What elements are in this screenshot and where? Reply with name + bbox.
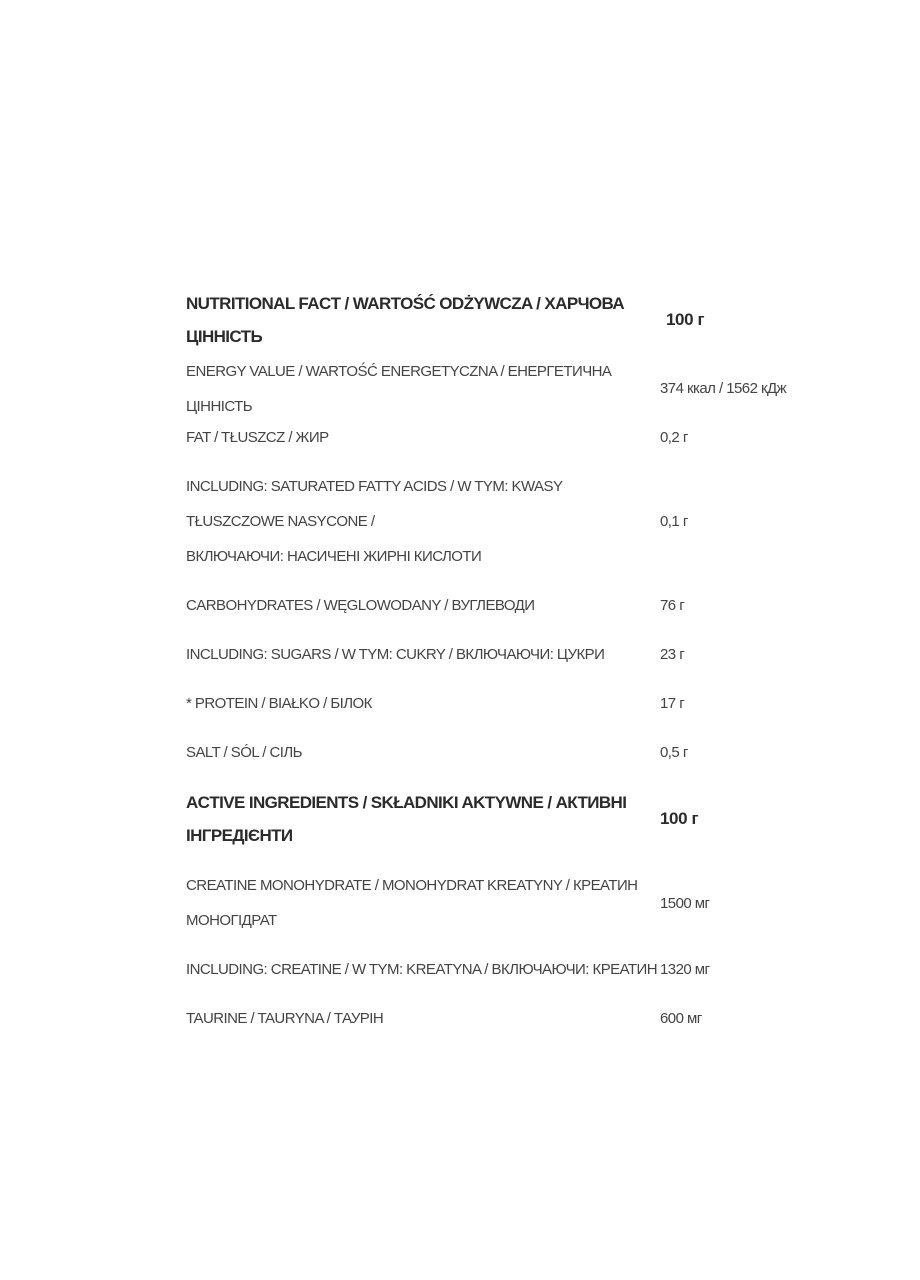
row-label: FAT / TŁUSZCZ / ЖИР: [186, 429, 329, 446]
row-value: 0,2 г: [660, 429, 688, 446]
table-row: [186, 861, 826, 945]
row-label-line: INCLUDING: SATURATED FATTY ACIDS / W TYM: KWASY TŁUSZCZOWE NASYCONE /: [186, 478, 563, 530]
row-value: 1500 мг: [660, 894, 710, 912]
table-row: [186, 945, 826, 994]
row-value: 17 г: [660, 695, 685, 712]
row-label: * PROTEIN / BIAŁKO / БІЛОК: [186, 695, 372, 712]
row-label: CARBOHYDRATES / WĘGLOWODANY / ВУГЛЕВОДИ: [186, 597, 535, 614]
row-label: INCLUDING: SUGARS / W TYM: CUKRY / ВКЛЮЧАЮЧИ: ЦУКРИ: [186, 646, 605, 663]
table-row: [186, 994, 826, 1043]
row-value: 0,5 г: [660, 744, 688, 761]
nutrition-header-value: 100 г: [666, 310, 705, 329]
row-label: SALT / SÓL / СІЛЬ: [186, 744, 302, 761]
table-row: [186, 581, 826, 630]
row-value: 76 г: [660, 597, 685, 614]
row-value: 23 г: [660, 646, 685, 663]
table-row: [186, 679, 826, 728]
active-header-label: ACTIVE INGREDIENTS / SKŁADNIKI AKTYWNE / АКТИВНІ ІНГРЕДІЄНТИ: [186, 793, 627, 845]
row-value: 374 ккал / 1562 кДж: [660, 380, 787, 397]
row-label: [186, 469, 660, 574]
row-value: 0,1 г: [660, 513, 688, 530]
row-label: CREATINE MONOHYDRATE / MONOHYDRAT KREATYNY / КРЕАТИН МОНОГІДРАТ: [186, 877, 638, 929]
active-header-value: 100 г: [660, 809, 699, 828]
row-value: 600 мг: [660, 1010, 702, 1027]
nutrition-header-row: [186, 276, 826, 364]
nutrition-facts-table: [186, 276, 826, 1043]
table-row: [186, 630, 826, 679]
row-label: TAURINE / TAURYNA / ТАУРІН: [186, 1010, 384, 1027]
row-label: ENERGY VALUE / WARTOŚĆ ENERGETYCZNA / ЕНЕРГЕТИЧНА ЦІННІСТЬ: [186, 362, 612, 415]
row-value: 1320 мг: [660, 961, 710, 978]
row-label: INCLUDING: CREATINE / W TYM: KREATYNA / ВКЛЮЧАЮЧИ: КРЕАТИН: [186, 961, 658, 978]
table-row: [186, 364, 826, 413]
active-ingredients-header-row: [186, 777, 826, 861]
row-label-line: ВКЛЮЧАЮЧИ: НАСИЧЕНІ ЖИРНІ КИСЛОТИ: [186, 548, 482, 565]
nutrition-header-label: NUTRITIONAL FACT / WARTOŚĆ ODŻYWCZA / ХАРЧОВА ЦІННІСТЬ: [186, 294, 625, 346]
table-row: [186, 728, 826, 777]
table-row: [186, 413, 826, 462]
table-row: [186, 462, 826, 581]
